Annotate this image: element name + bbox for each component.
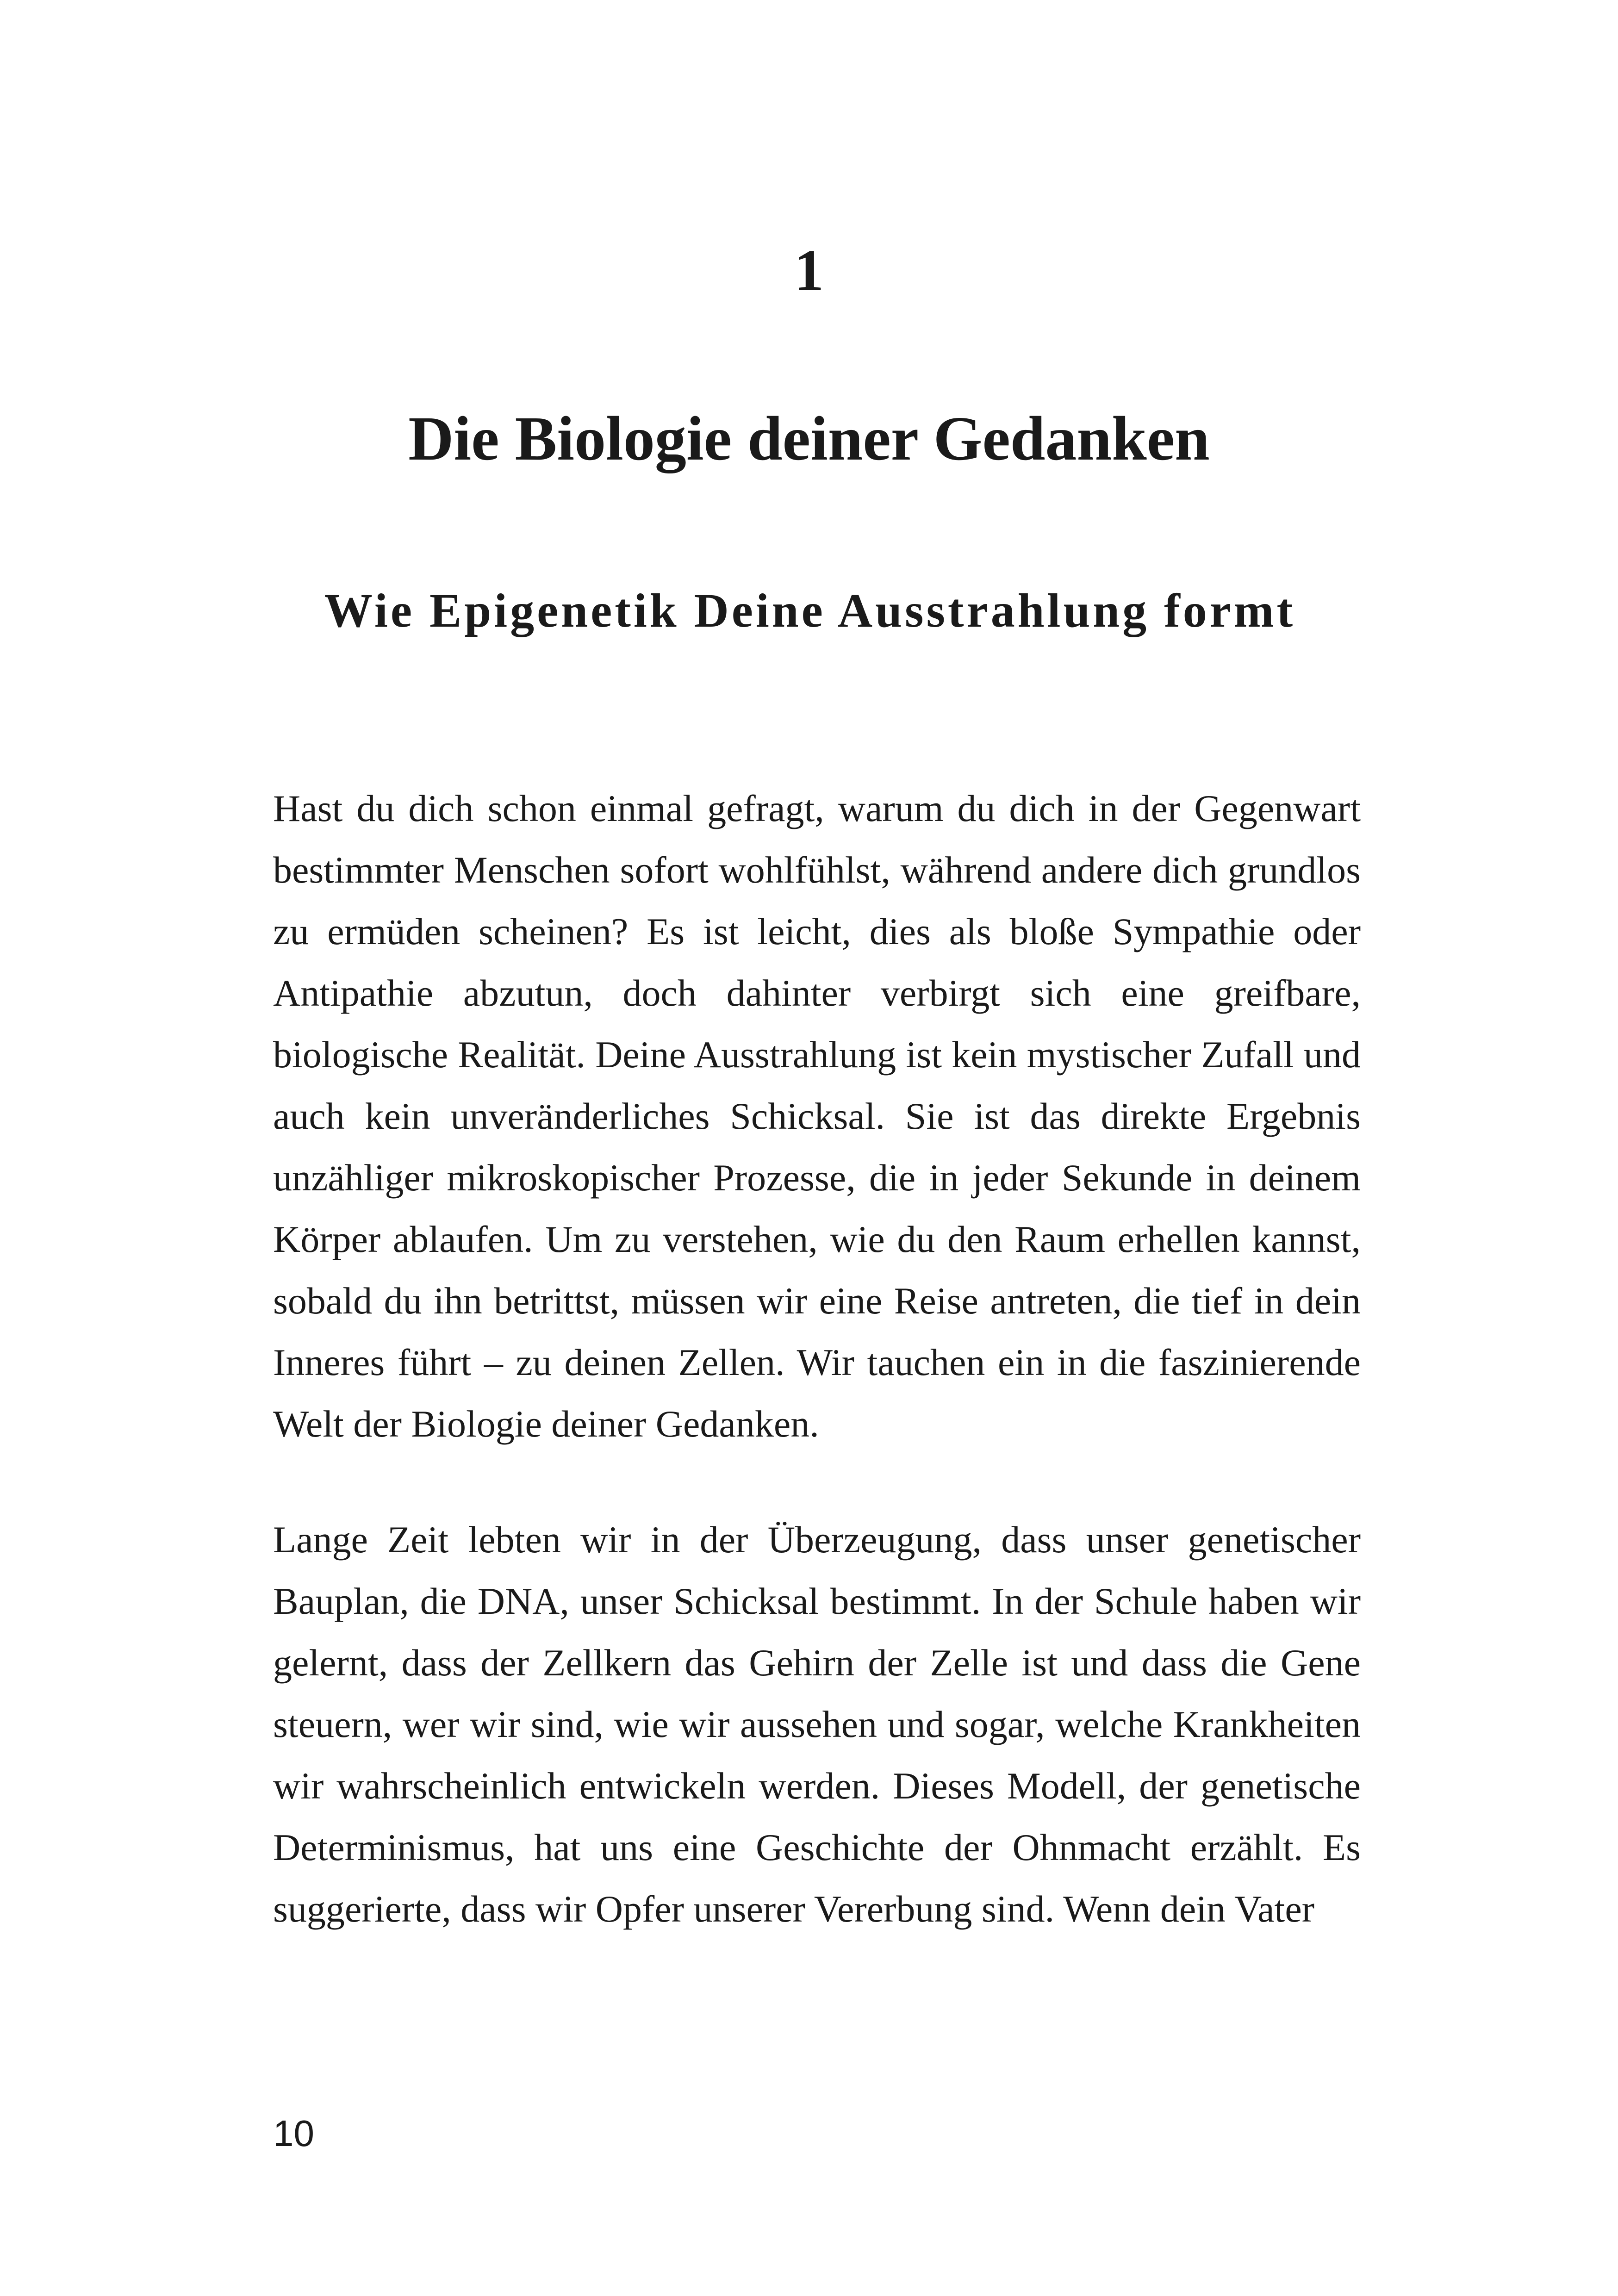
page-number: 10 [273,2113,314,2154]
chapter-subtitle: Wie Epigenetik Deine Ausstrahlung formt [324,584,1296,637]
chapter-title: Die Biologie deiner Gedanken [408,404,1210,473]
body-paragraph: Hast du dich schon einmal gefragt, warum du dich in der Gegenwart bestimmter Menschen sofort wohlfühlst, während andere dich grundlos zu ermüden scheinen? Es ist leicht, dies als bloße Sympathie oder Antipathie abzutun, doch dahinter verbirgt sich eine greifbare, biologische Realität. Deine Ausstrahlung ist kein mystischer Zufall und auch kein unveränderliches Schicksal. Sie ist das direkte Ergebnis unzähliger mikroskopischer Prozesse, die in jeder Sekunde in deinem Körper ablaufen. Um zu verstehen, wie du den Raum erhellen kannst, sobald du ihn betrittst, müssen wir eine Reise antreten, die tief in dein Inneres führt – zu deinen Zellen. Wir tauchen ein in die faszinierende Welt der Biologie deiner Gedanken. [273,787,1361,1445]
chapter-number: 1 [794,237,824,303]
body-paragraph: Lange Zeit lebten wir in der Überzeugung, dass unser genetischer Bauplan, die DNA, unser Schicksal bestimmt. In der Schule haben wir gelernt, dass der Zellkern das Gehirn der Zelle ist und dass die Gene steuern, wer wir sind, wie wir aussehen und sogar, welche Krankheiten wir wahrscheinlich entwickeln werden. Dieses Modell, der genetische Determinismus, hat uns eine Geschichte der Ohnmacht erzählt. Es suggerierte, dass wir Opfer unserer Vererbung sind. Wenn dein Vater [273,1518,1361,1930]
